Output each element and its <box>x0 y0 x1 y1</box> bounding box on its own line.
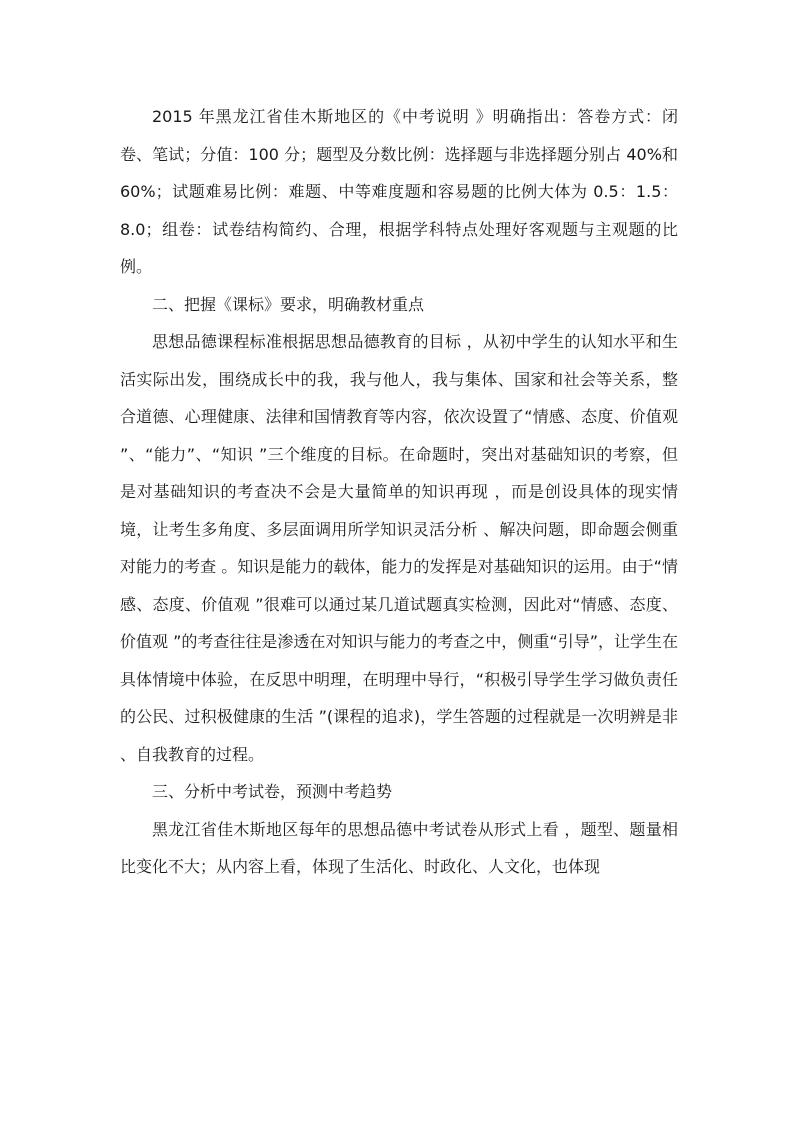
paragraph-exam-description: 2015 年黑龙江省佳木斯地区的《中考说明 》明确指出：答卷方式：闭卷、笔试；分值：100 分；题型及分数比例：选择题与非选择题分别占 40%和 60%；试题难易比例：难题、中等难度题和容易题的比例大体为 0.5：1.5：8.0；组卷：试卷结构简约、合理，根据学科特点处理好客观题与主观题的比例。 <box>120 107 678 276</box>
section-heading-three: 三、分析中考试卷，预测中考趋势 <box>152 782 393 801</box>
paragraph-curriculum-standard: 思想品德课程标准根据思想品德教育的目标 ，从初中学生的认知水平和生活实际出发，围绕成长中的我，我与他人，我与集体、国家和社会等关系，整合道德、心理健康、法律和国情教育等内容，依次设置了“情感、态度、价值观 ”、“能力”、“知识 ”三个维度的目标。在命题时，突出对基础知识的考察，但是对基础知识的考查决不会是大量简单的知识再现 ，而是创设具体的现实情境，让考生多角度、多层面调用所学知识灵活分析 、解决问题，即命题会侧重对能力的考查 。知识是能力的载体，能力的发挥是对基础知识的运用。由于“情感、态度、价值观 ”很难可以通过某几道试题真实检测，因此对“情感、态度、价值观 ”的考查往往是渗透在对知识与能力的考查之中，侧重“引导”，让学生在具体情境中体验，在反思中明理，在明理中导行，“积极引导学生学习做负责任的公民、过积极健康的生活 ”(课程的追求)，学生答题的过程就是一次明辨是非 、自我教育的过程。 <box>120 332 678 764</box>
paragraph-exam-analysis: 黑龙江省佳木斯地区每年的思想品德中考试卷从形式上看 ，题型、题量相比变化不大；从内容上看，体现了生活化、时政化、人文化，也体现 <box>120 819 678 876</box>
document-body <box>120 98 678 886</box>
section-heading-two: 二、把握《课标》要求，明确教材重点 <box>152 294 425 314</box>
